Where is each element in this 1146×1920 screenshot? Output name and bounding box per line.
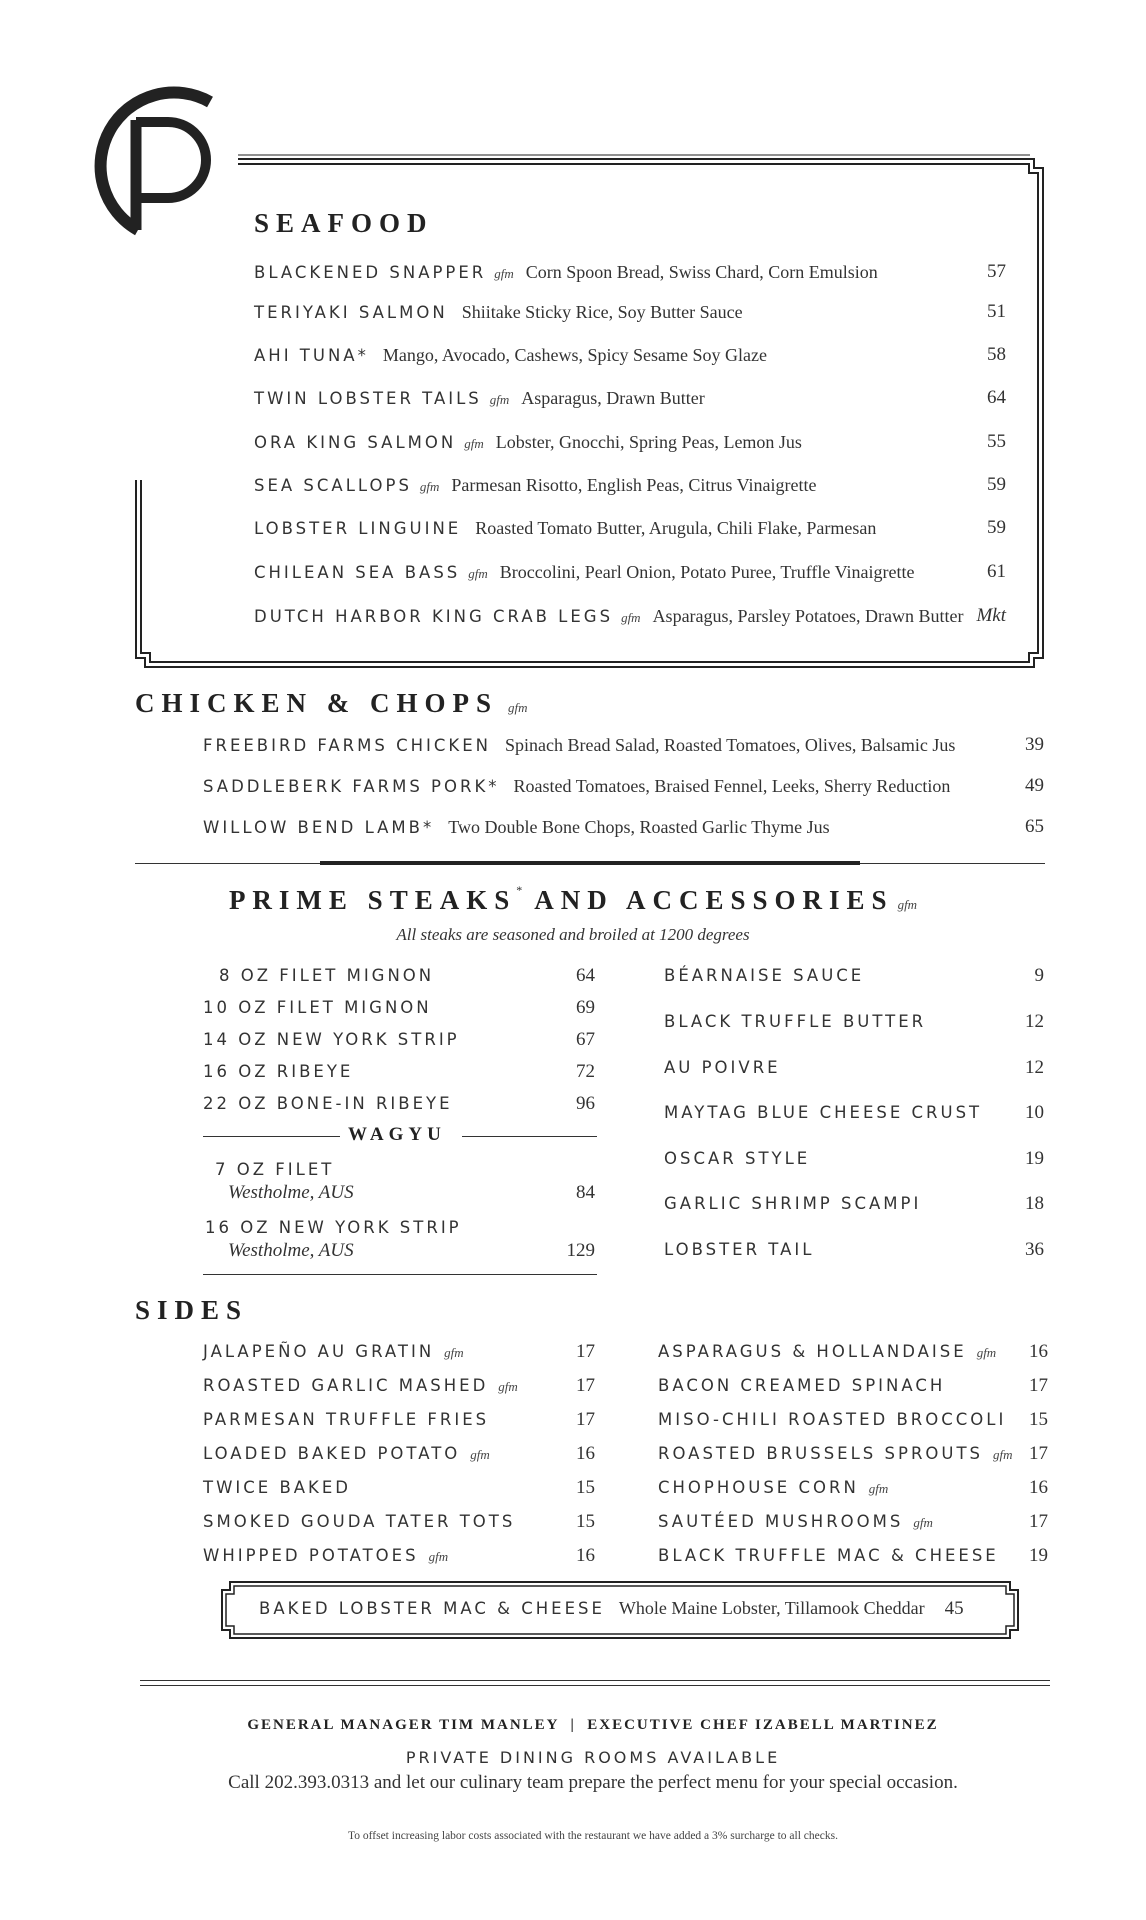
item-price: 65 xyxy=(1025,816,1044,837)
footer-rule-1 xyxy=(140,1680,1050,1681)
item-description: Asparagus, Drawn Butter xyxy=(521,388,705,408)
steak-name: 10 OZ FILET MIGNON xyxy=(203,998,432,1017)
footer-call: Call 202.393.0313 and let our culinary team prepare the perfect menu for your special occasion. xyxy=(228,1772,958,1793)
item-name: FREEBIRD FARMS CHICKEN xyxy=(203,736,491,755)
wagyu-price: 84 xyxy=(576,1182,595,1203)
side-price: 17 xyxy=(1029,1375,1048,1396)
chops-heading-row xyxy=(135,688,528,719)
side-name: SAUTÉED MUSHROOMS xyxy=(658,1512,904,1531)
steaks-heading: PRIME STEAKS xyxy=(228,885,517,915)
accessory-price: 19 xyxy=(1025,1148,1044,1169)
side-price: 16 xyxy=(1029,1341,1048,1362)
accessory-name: AU POIVRE xyxy=(664,1058,781,1077)
side-item xyxy=(658,1444,1025,1463)
seafood-item xyxy=(254,606,964,627)
accessory-price: 12 xyxy=(1025,1057,1044,1078)
special-desc: Whole Maine Lobster, Tillamook Cheddar xyxy=(618,1598,925,1618)
item-description: Shiitake Sticky Rice, Soy Butter Sauce xyxy=(461,302,743,322)
item-price: 57 xyxy=(987,261,1006,282)
special-item xyxy=(259,1598,964,1620)
steak-name: 14 OZ NEW YORK STRIP xyxy=(203,1030,460,1049)
item-description: Asparagus, Parsley Potatoes, Drawn Butter xyxy=(652,606,964,626)
side-name: MISO-CHILI ROASTED BROCCOLI xyxy=(658,1410,1007,1429)
gfm-mark: gfm xyxy=(897,897,918,912)
seafood-item xyxy=(254,262,878,283)
wagyu-heading: WAGYU xyxy=(348,1124,446,1145)
side-item xyxy=(658,1342,1008,1361)
side-name: BLACK TRUFFLE MAC & CHEESE xyxy=(658,1546,999,1565)
accessory-name: BLACK TRUFFLE BUTTER xyxy=(664,1012,927,1031)
item-price: 61 xyxy=(987,561,1006,582)
side-item xyxy=(658,1546,1009,1565)
side-name: ASPARAGUS & HOLLANDAISE xyxy=(658,1342,967,1361)
gfm-mark: gfm xyxy=(868,1481,889,1496)
item-name: LOBSTER LINGUINE xyxy=(254,519,462,538)
item-price: 39 xyxy=(1025,734,1044,755)
side-price: 17 xyxy=(576,1341,595,1362)
side-item xyxy=(203,1478,361,1497)
side-price: 19 xyxy=(1029,1545,1048,1566)
seafood-item xyxy=(254,302,743,323)
side-item xyxy=(203,1342,476,1361)
seafood-item xyxy=(254,518,876,539)
gfm-mark: gfm xyxy=(419,479,440,494)
side-price: 17 xyxy=(576,1375,595,1396)
gfm-mark: gfm xyxy=(976,1345,997,1360)
side-price: 15 xyxy=(1029,1409,1048,1430)
accessory-name: GARLIC SHRIMP SCAMPI xyxy=(664,1194,922,1213)
side-price: 17 xyxy=(1029,1511,1048,1532)
item-name: WILLOW BEND LAMB* xyxy=(203,818,435,837)
special-price: 45 xyxy=(944,1598,964,1619)
side-name: ROASTED GARLIC MASHED xyxy=(203,1376,489,1395)
item-description: Parmesan Risotto, English Peas, Citrus Vinaigrette xyxy=(451,475,817,495)
gfm-mark: gfm xyxy=(464,436,484,451)
footer-staff: GENERAL MANAGER TIM MANLEY | EXECUTIVE CHEF IZABELL MARTINEZ xyxy=(247,1717,939,1733)
accessories-heading: AND ACCESSORIES xyxy=(534,885,894,915)
wagyu-rule-right xyxy=(462,1136,597,1137)
wagyu-name: 7 OZ FILET xyxy=(215,1160,335,1179)
item-price: 58 xyxy=(987,344,1006,365)
item-price: Mkt xyxy=(976,605,1006,626)
chops-item xyxy=(203,735,955,756)
wagyu-origin: Westholme, AUS xyxy=(228,1182,354,1203)
item-name: SEA SCALLOPS xyxy=(254,476,412,495)
side-name: SMOKED GOUDA TATER TOTS xyxy=(203,1512,516,1531)
steaks-star: * xyxy=(516,883,523,897)
divider-thick xyxy=(320,861,860,865)
side-name: WHIPPED POTATOES xyxy=(203,1546,419,1565)
item-price: 49 xyxy=(1025,775,1044,796)
chops-item xyxy=(203,776,950,797)
side-name: LOADED BAKED POTATO xyxy=(203,1444,461,1463)
accessory-price: 12 xyxy=(1025,1011,1044,1032)
item-price: 64 xyxy=(987,387,1006,408)
steak-price: 96 xyxy=(576,1093,595,1114)
footer-rule-2 xyxy=(140,1685,1050,1686)
seafood-item xyxy=(254,562,914,583)
side-price: 17 xyxy=(576,1409,595,1430)
accessory-name: LOBSTER TAIL xyxy=(664,1240,815,1259)
accessory-price: 36 xyxy=(1025,1239,1044,1260)
side-item xyxy=(203,1376,530,1395)
sides-heading: SIDES xyxy=(135,1295,249,1325)
item-description: Corn Spoon Bread, Swiss Chard, Corn Emulsion xyxy=(525,262,878,282)
steak-name: 16 OZ RIBEYE xyxy=(203,1062,354,1081)
accessory-name: BÉARNAISE SAUCE xyxy=(664,966,865,985)
side-price: 17 xyxy=(1029,1443,1048,1464)
side-item xyxy=(658,1410,1016,1429)
side-name: TWICE BAKED xyxy=(203,1478,352,1497)
steaks-note: All steaks are seasoned and broiled at 1200 degrees xyxy=(396,925,750,944)
side-item xyxy=(203,1444,502,1463)
side-name: JALAPEÑO AU GRATIN xyxy=(203,1342,435,1361)
item-name: SADDLEBERK FARMS PORK* xyxy=(203,777,500,796)
side-item xyxy=(203,1410,499,1429)
item-description: Two Double Bone Chops, Roasted Garlic Thyme Jus xyxy=(448,817,830,837)
gfm-mark: gfm xyxy=(470,1447,490,1462)
seafood-item xyxy=(254,388,705,409)
item-name: AHI TUNA* xyxy=(254,346,369,365)
gfm-mark: gfm xyxy=(508,700,528,715)
side-item xyxy=(203,1512,525,1531)
steaks-bottom-rule xyxy=(203,1274,597,1275)
steak-price: 69 xyxy=(576,997,595,1018)
side-name: BACON CREAMED SPINACH xyxy=(658,1376,946,1395)
seafood-item xyxy=(254,432,802,453)
accessory-price: 9 xyxy=(1034,965,1044,986)
side-item xyxy=(658,1478,900,1497)
steak-name: 8 OZ FILET MIGNON xyxy=(219,966,435,985)
special-name: BAKED LOBSTER MAC & CHEESE xyxy=(259,1599,605,1618)
steaks-heading-row xyxy=(0,885,1146,916)
seafood-item xyxy=(254,345,767,366)
item-name: CHILEAN SEA BASS xyxy=(254,563,461,582)
gfm-mark: gfm xyxy=(428,1549,449,1564)
gfm-mark: gfm xyxy=(489,392,510,407)
gfm-mark: gfm xyxy=(498,1379,518,1394)
side-price: 16 xyxy=(1029,1477,1048,1498)
accessory-name: OSCAR STYLE xyxy=(664,1149,811,1168)
chops-item xyxy=(203,817,830,838)
gfm-mark: gfm xyxy=(621,610,641,625)
chops-heading: CHICKEN & CHOPS xyxy=(135,688,499,718)
item-price: 59 xyxy=(987,474,1006,495)
steak-price: 67 xyxy=(576,1029,595,1050)
item-name: ORA KING SALMON xyxy=(254,433,457,452)
item-description: Lobster, Gnocchi, Spring Peas, Lemon Jus xyxy=(495,432,802,452)
accessory-price: 10 xyxy=(1025,1102,1044,1123)
wagyu-origin: Westholme, AUS xyxy=(228,1240,354,1261)
steak-price: 64 xyxy=(576,965,595,986)
side-price: 16 xyxy=(576,1443,595,1464)
item-price: 51 xyxy=(987,301,1006,322)
item-name: BLACKENED SNAPPER xyxy=(254,263,487,282)
accessory-name: MAYTAG BLUE CHEESE CRUST xyxy=(664,1103,983,1122)
side-item xyxy=(203,1546,460,1565)
item-name: TWIN LOBSTER TAILS xyxy=(254,389,482,408)
gfm-mark: gfm xyxy=(494,266,514,281)
side-price: 15 xyxy=(576,1477,595,1498)
item-description: Roasted Tomatoes, Braised Fennel, Leeks, Sherry Reduction xyxy=(513,776,951,796)
wagyu-rule-left xyxy=(203,1136,340,1137)
gfm-mark: gfm xyxy=(468,566,488,581)
side-price: 15 xyxy=(576,1511,595,1532)
steak-name: 22 OZ BONE-IN RIBEYE xyxy=(203,1094,453,1113)
side-name: CHOPHOUSE CORN xyxy=(658,1478,859,1497)
accessory-price: 18 xyxy=(1025,1193,1044,1214)
seafood-item xyxy=(254,475,816,496)
item-description: Mango, Avocado, Cashews, Spicy Sesame Soy Glaze xyxy=(382,345,767,365)
item-description: Spinach Bread Salad, Roasted Tomatoes, Olives, Balsamic Jus xyxy=(505,735,956,755)
item-price: 59 xyxy=(987,517,1006,538)
steak-price: 72 xyxy=(576,1061,595,1082)
wagyu-name: 16 OZ NEW YORK STRIP xyxy=(205,1218,462,1237)
side-item xyxy=(658,1512,945,1531)
footer-surcharge: To offset increasing labor costs associated with the restaurant we have added a 3% surcharge to all checks. xyxy=(348,1830,838,1842)
side-item xyxy=(658,1376,955,1395)
item-name: DUTCH HARBOR KING CRAB LEGS xyxy=(254,607,614,626)
wagyu-price: 129 xyxy=(566,1240,595,1261)
footer-private-dining: PRIVATE DINING ROOMS AVAILABLE xyxy=(405,1748,781,1767)
item-price: 55 xyxy=(987,431,1006,452)
gfm-mark: gfm xyxy=(444,1345,464,1360)
side-name: ROASTED BRUSSELS SPROUTS xyxy=(658,1444,984,1463)
gfm-mark: gfm xyxy=(993,1447,1013,1462)
gfm-mark: gfm xyxy=(913,1515,933,1530)
item-description: Roasted Tomato Butter, Arugula, Chili Flake, Parmesan xyxy=(475,518,877,538)
side-price: 16 xyxy=(576,1545,595,1566)
seafood-heading: SEAFOOD xyxy=(254,208,434,238)
item-name: TERIYAKI SALMON xyxy=(254,303,448,322)
item-description: Broccolini, Pearl Onion, Potato Puree, Truffle Vinaigrette xyxy=(499,562,915,582)
side-name: PARMESAN TRUFFLE FRIES xyxy=(203,1410,490,1429)
